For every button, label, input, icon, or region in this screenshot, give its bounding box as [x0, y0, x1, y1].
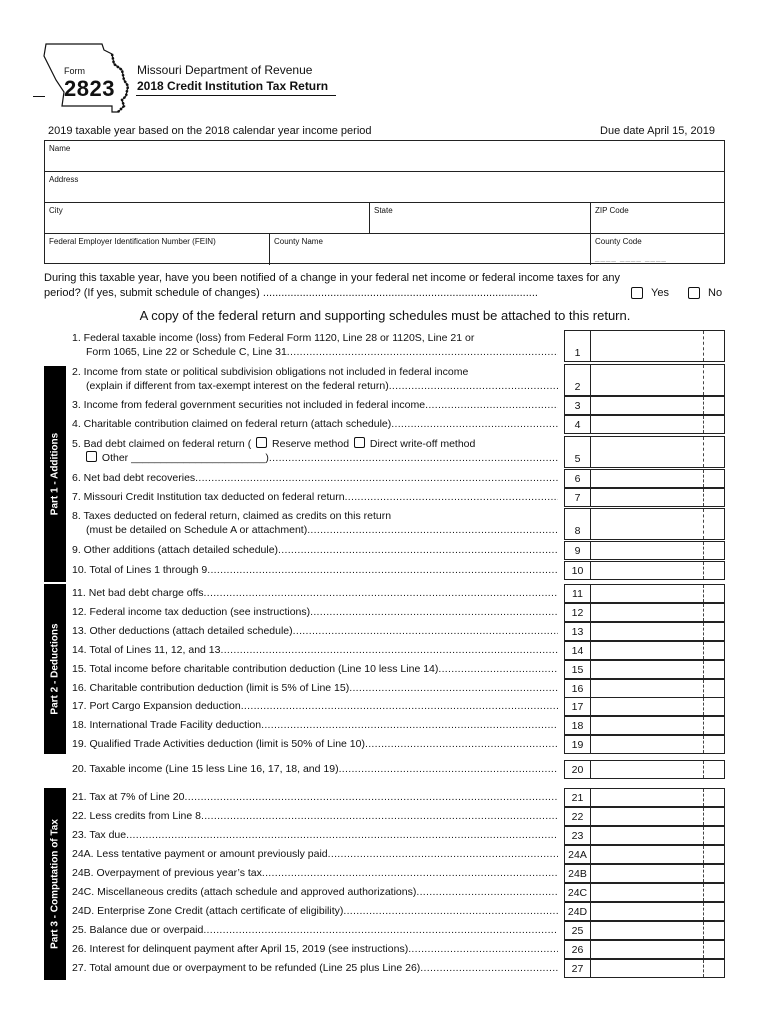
line-17: [72, 697, 725, 716]
line-7: [72, 488, 725, 507]
question-dots: ..........................................................................................: [259, 287, 538, 299]
line-5-row-b: [72, 451, 558, 465]
line-14-text: 14. Total of Lines 11, 12, and 13: [72, 644, 221, 656]
other-method-checkbox[interactable]: [86, 451, 97, 462]
line-10-desc: [72, 563, 558, 577]
line-24b-dots: [262, 867, 558, 879]
county-name-field[interactable]: [269, 234, 590, 265]
line-12: [72, 603, 725, 622]
line-26-dots: [408, 943, 558, 955]
line-2-number: 2: [564, 364, 591, 396]
line-2-text-b: (explain if different from tax-exempt interest on the federal return): [86, 380, 389, 392]
line-14-dots: [220, 644, 558, 656]
yes-label: Yes: [651, 287, 669, 299]
due-date: Due date April 15, 2019: [600, 125, 715, 137]
other-method-blank[interactable]: _______________________: [131, 452, 266, 464]
line-8: [72, 508, 725, 540]
line-6: [72, 469, 725, 488]
line-16-amount[interactable]: [591, 679, 725, 698]
form-label: Form: [64, 66, 85, 76]
line-26-text: 26. Interest for delinquent payment after April 15, 2019 (see instructions): [72, 943, 409, 955]
line-24a-dots: [328, 848, 558, 860]
line-10-text: 10. Total of Lines 1 through 9: [72, 564, 208, 576]
line-23-text: 23. Tax due: [72, 829, 127, 841]
line-20-text: 20. Taxable income (Line 15 less Line 16, 17, 18, and 19): [72, 763, 339, 775]
copy-note: A copy of the federal return and supporting schedules must be attached to this return.: [139, 308, 631, 323]
name-field[interactable]: [45, 141, 724, 172]
line-24b-text: 24B. Overpayment of previous year’s tax: [72, 867, 262, 879]
name-label: Name: [49, 144, 71, 153]
reserve-method-label: Reserve method: [272, 438, 350, 450]
line-9-number: 9: [564, 541, 591, 560]
address-field[interactable]: [45, 172, 724, 203]
line-11-dots: [204, 587, 558, 599]
line-24b-number: 24B: [564, 864, 591, 883]
line-1-text-b: Form 1065, Line 22 or Schedule C, Line 31: [86, 346, 287, 358]
line-1-desc: [72, 331, 558, 359]
county-code-label: County Code: [595, 237, 642, 246]
direct-write-off-label: Direct write-off method: [369, 438, 476, 450]
no-checkbox[interactable]: [688, 287, 700, 299]
line-5-text-a: 5. Bad debt claimed on federal return (: [72, 438, 252, 450]
line-12-number: 12: [564, 603, 591, 622]
line-9-amount[interactable]: [591, 541, 725, 560]
line-27-dots: [420, 962, 558, 974]
line-21-amount[interactable]: [591, 788, 725, 807]
question-text: During this taxable year, have you been notified of a change in your federal net income or federal income taxes for any period? (If yes, submit schedule of changes): [44, 272, 621, 299]
line-20: [72, 760, 725, 779]
line-24b-amount[interactable]: [591, 864, 725, 883]
line-25: [72, 921, 725, 940]
direct-write-off-checkbox[interactable]: [354, 437, 365, 448]
taxable-year: 2019 taxable year based on the 2018 calendar year income period: [48, 125, 372, 137]
line-1-text-b-wrap: [72, 345, 558, 359]
address-label: Address: [49, 175, 79, 184]
line-18-amount[interactable]: [591, 716, 725, 735]
line-23: [72, 826, 725, 845]
line-24d-text: 24D. Enterprise Zone Credit (attach certificate of eligibility): [72, 905, 344, 917]
part1-label: Part 1 - Additions: [49, 432, 61, 516]
line-15-desc: [72, 662, 558, 676]
county-name-label: County Name: [274, 237, 323, 246]
line-25-dots: [203, 924, 558, 936]
line-9-text: 9. Other additions (attach detailed schedule): [72, 544, 279, 556]
line-27-number: 27: [564, 959, 591, 978]
line-19-desc: [72, 737, 558, 751]
line-2-dots: [389, 380, 558, 392]
line-18-dots: [261, 719, 558, 731]
line-24a-number: 24A: [564, 845, 591, 864]
yes-checkbox[interactable]: [631, 287, 643, 299]
line-24d: [72, 902, 725, 921]
line-14-number: 14: [564, 641, 591, 660]
line-10: [72, 561, 725, 580]
line-21-number: 21: [564, 788, 591, 807]
line-23-number: 23: [564, 826, 591, 845]
line-3: [72, 396, 725, 415]
line-1-number: 1: [564, 330, 591, 362]
county-code-field[interactable]: [590, 234, 724, 265]
line-22-text: 22. Less credits from Line 8: [72, 810, 201, 822]
line-9-dots: [278, 544, 558, 556]
line-3-number: 3: [564, 396, 591, 415]
state-label: State: [374, 206, 393, 215]
line-4-text: 4. Charitable contribution claimed on federal return (attach schedule): [72, 418, 392, 430]
line-7-text: 7. Missouri Credit Institution tax deducted on federal return: [72, 491, 345, 503]
federal-change-question: [44, 271, 634, 301]
line-8-text-b: (must be detailed on Schedule A or attachment): [86, 524, 308, 536]
no-label: No: [708, 287, 723, 299]
line-20-amount[interactable]: [591, 760, 725, 779]
line-22-desc: [72, 809, 558, 823]
line-26: [72, 940, 725, 959]
line-5-dots: [269, 452, 558, 464]
line-5-close-paren: ): [265, 452, 269, 464]
line-5: [72, 436, 725, 468]
line-24a-text: 24A. Less tentative payment or amount previously paid: [72, 848, 328, 860]
taxpayer-info-block: [44, 140, 725, 264]
line-22-amount[interactable]: [591, 807, 725, 826]
line-22-number: 22: [564, 807, 591, 826]
line-14-amount[interactable]: [591, 641, 725, 660]
line-27-desc: [72, 961, 558, 975]
line-17-number: 17: [564, 697, 591, 716]
form-title: 2018 Credit Institution Tax Return: [137, 79, 329, 93]
line-7-number: 7: [564, 488, 591, 507]
line-11: [72, 584, 725, 603]
line-15-amount[interactable]: [591, 660, 725, 679]
line-8-text-a: 8. Taxes deducted on federal return, claimed as credits on this return: [72, 510, 392, 522]
line-17-dots: [241, 700, 558, 712]
line-20-number: 20: [564, 760, 591, 779]
line-16: [72, 679, 725, 698]
line-6-desc: [72, 471, 558, 485]
line-10-dots: [207, 564, 558, 576]
line-19: [72, 735, 725, 754]
line-24d-amount[interactable]: [591, 902, 725, 921]
line-18-number: 18: [564, 716, 591, 735]
line-25-text: 25. Balance due or overpaid: [72, 924, 204, 936]
line-2-text-a: 2. Income from state or political subdivision obligations not included in federal income: [72, 366, 469, 378]
line-16-text: 16. Charitable contribution deduction (limit is 5% of Line 15): [72, 682, 350, 694]
fein-field[interactable]: [45, 234, 269, 265]
line-9-desc: [72, 543, 558, 557]
line-20-desc: [72, 762, 558, 776]
line-13-number: 13: [564, 622, 591, 641]
line-25-amount[interactable]: [591, 921, 725, 940]
line-15-number: 15: [564, 660, 591, 679]
line-17-desc: [72, 699, 558, 713]
line-5-desc: [72, 437, 558, 465]
line-26-desc: [72, 942, 558, 956]
line-27-text: 27. Total amount due or overpayment to be refunded (Line 25 plus Line 26): [72, 962, 421, 974]
line-2-amount[interactable]: [591, 364, 725, 396]
line-2-text-b-wrap: [72, 379, 558, 393]
line-24c-number: 24C: [564, 883, 591, 902]
line-12-dots: [310, 606, 558, 618]
line-13-dots: [293, 625, 558, 637]
line-2: [72, 364, 725, 396]
line-24b-desc: [72, 866, 558, 880]
zip-field[interactable]: [590, 203, 724, 233]
line-25-number: 25: [564, 921, 591, 940]
line-11-amount[interactable]: [591, 584, 725, 603]
line-3-dots: [425, 399, 558, 411]
line-25-desc: [72, 923, 558, 937]
line-16-dots: [349, 682, 558, 694]
line-17-amount[interactable]: [591, 697, 725, 716]
line-13: [72, 622, 725, 641]
line-27: [72, 959, 725, 978]
line-21-text: 21. Tax at 7% of Line 20: [72, 791, 185, 803]
line-24d-desc: [72, 904, 558, 918]
line-15-text: 15. Total income before charitable contribution deduction (Line 10 less Line 14): [72, 663, 439, 675]
line-13-desc: [72, 624, 558, 638]
line-24a: [72, 845, 725, 864]
header-dash: [33, 96, 45, 97]
other-method-label: Other: [101, 452, 129, 464]
line-4-dots: [391, 418, 558, 430]
line-14: [72, 641, 725, 660]
line-9: [72, 541, 725, 560]
line-15: [72, 660, 725, 679]
line-6-number: 6: [564, 469, 591, 488]
county-code-ticks: ____ ____ ____: [595, 253, 667, 262]
line-18-desc: [72, 718, 558, 732]
line-23-desc: [72, 828, 558, 842]
city-row: [45, 203, 724, 234]
line-26-amount[interactable]: [591, 940, 725, 959]
line-21: [72, 788, 725, 807]
part3-label: Part 3 - Computation of Tax: [49, 819, 61, 949]
line-13-text: 13. Other deductions (attach detailed schedule): [72, 625, 293, 637]
line-8-number: 8: [564, 508, 591, 540]
line-21-desc: [72, 790, 558, 804]
line-11-text: 11. Net bad debt charge offs: [72, 587, 204, 599]
line-4-desc: [72, 417, 558, 431]
fein-row: [45, 234, 724, 265]
line-1-dots: [287, 346, 558, 358]
line-19-text: 19. Qualified Trade Activities deduction (limit is 50% of Line 10): [72, 738, 365, 750]
line-5-row-a: [72, 437, 558, 451]
line-7-desc: [72, 490, 558, 504]
line-5-amount[interactable]: [591, 436, 725, 468]
line-19-number: 19: [564, 735, 591, 754]
line-7-amount[interactable]: [591, 488, 725, 507]
line-3-text: 3. Income from federal government securities not included in federal income: [72, 399, 426, 411]
line-17-text: 17. Port Cargo Expansion deduction: [72, 700, 241, 712]
line-18-text: 18. International Trade Facility deduction: [72, 719, 262, 731]
line-26-number: 26: [564, 940, 591, 959]
line-24b: [72, 864, 725, 883]
line-19-amount[interactable]: [591, 735, 725, 754]
line-24c-amount[interactable]: [591, 883, 725, 902]
line-3-desc: [72, 398, 558, 412]
line-10-number: 10: [564, 561, 591, 580]
fein-label: Federal Employer Identification Number (FEIN): [49, 237, 216, 246]
line-5-number: 5: [564, 436, 591, 468]
line-15-dots: [438, 663, 558, 675]
form-number: 2823: [64, 76, 115, 101]
line-3-amount[interactable]: [591, 396, 725, 415]
part1-side-bar: [44, 366, 66, 582]
line-16-number: 16: [564, 679, 591, 698]
line-11-desc: [72, 586, 558, 600]
line-19-dots: [365, 738, 558, 750]
line-6-dots: [195, 472, 558, 484]
city-label: City: [49, 206, 63, 215]
line-24d-dots: [343, 905, 558, 917]
line-1: [72, 330, 725, 362]
line-20-dots: [339, 763, 558, 775]
line-6-text: 6. Net bad debt recoveries: [72, 472, 196, 484]
line-22-dots: [201, 810, 558, 822]
line-6-amount[interactable]: [591, 469, 725, 488]
line-12-text: 12. Federal income tax deduction (see instructions): [72, 606, 311, 618]
line-2-desc: [72, 365, 558, 393]
line-24c: [72, 883, 725, 902]
line-1-text-a: 1. Federal taxable income (loss) from Federal Form 1120, Line 28 or 1120S, Line 21 or: [72, 332, 475, 344]
line-23-amount[interactable]: [591, 826, 725, 845]
line-18: [72, 716, 725, 735]
line-8-text-b-wrap: [72, 523, 558, 537]
line-1-amount[interactable]: [591, 330, 725, 362]
line-12-amount[interactable]: [591, 603, 725, 622]
line-23-dots: [126, 829, 558, 841]
line-14-desc: [72, 643, 558, 657]
line-13-amount[interactable]: [591, 622, 725, 641]
line-16-desc: [72, 681, 558, 695]
line-21-dots: [184, 791, 558, 803]
line-24c-text: 24C. Miscellaneous credits (attach schedule and approved authorizations): [72, 886, 417, 898]
part2-side-bar: [44, 584, 66, 754]
line-4-amount[interactable]: [591, 415, 725, 434]
line-8-amount[interactable]: [591, 508, 725, 540]
line-27-amount[interactable]: [591, 959, 725, 978]
title-rule: [136, 95, 336, 96]
line-11-number: 11: [564, 584, 591, 603]
city-field[interactable]: [45, 203, 369, 233]
line-8-desc: [72, 509, 558, 537]
line-24c-desc: [72, 885, 558, 899]
department-name: Missouri Department of Revenue: [137, 63, 313, 77]
line-8-dots: [307, 524, 558, 536]
zip-label: ZIP Code: [595, 206, 629, 215]
line-4-number: 4: [564, 415, 591, 434]
line-7-dots: [345, 491, 558, 503]
line-24d-number: 24D: [564, 902, 591, 921]
line-24a-desc: [72, 847, 558, 861]
reserve-method-checkbox[interactable]: [256, 437, 267, 448]
line-24c-dots: [416, 886, 558, 898]
line-12-desc: [72, 605, 558, 619]
part3-side-bar: [44, 788, 66, 980]
state-field[interactable]: [369, 203, 590, 233]
line-24a-amount[interactable]: [591, 845, 725, 864]
line-10-amount[interactable]: [591, 561, 725, 580]
part2-label: Part 2 - Deductions: [49, 623, 61, 715]
line-22: [72, 807, 725, 826]
line-4: [72, 415, 725, 434]
